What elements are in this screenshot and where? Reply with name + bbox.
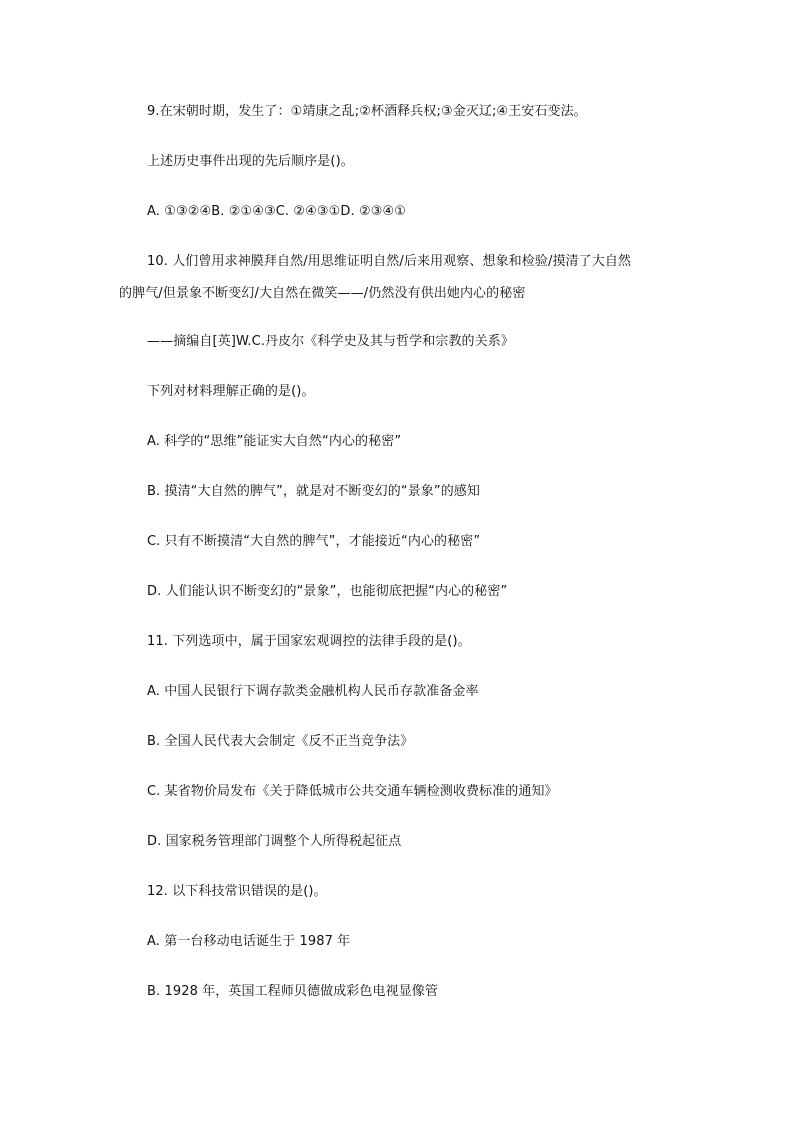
q10-option-d: D. 人们能认识不断变幻的“景象”，也能彻底把握“内心的秘密” bbox=[147, 584, 508, 599]
q12-option-b: B. 1928 年，英国工程师贝德做成彩色电视显像管 bbox=[147, 984, 438, 999]
q11-option-b: B. 全国人民代表大会制定《反不正当竞争法》 bbox=[147, 734, 414, 749]
q9-prompt: 上述历史事件出现的先后顺序是()。 bbox=[147, 154, 354, 169]
q11-option-a: A. 中国人民银行下调存款类金融机构人民币存款准备金率 bbox=[147, 684, 479, 699]
q10-stem-line2: 的脾气/但景象不断变幻/大自然在微笑——/仍然没有供出她内心的秘密 bbox=[119, 286, 526, 301]
q11-option-d: D. 国家税务管理部门调整个人所得税起征点 bbox=[147, 834, 402, 849]
q12-stem: 12. 以下科技常识错误的是()。 bbox=[147, 884, 327, 899]
q12-option-a: A. 第一台移动电话诞生于 1987 年 bbox=[147, 934, 351, 949]
q11-stem: 11. 下列选项中，属于国家宏观调控的法律手段的是()。 bbox=[147, 634, 471, 649]
q9-options: A. ①③②④B. ②①④③C. ②④③①D. ②③④① bbox=[147, 204, 406, 219]
q10-option-a: A. 科学的“思维”能证实大自然“内心的秘密” bbox=[147, 434, 402, 449]
q10-prompt: 下列对材料理解正确的是()。 bbox=[147, 384, 315, 399]
q9-stem: 9.在宋朝时期，发生了：①靖康之乱;②杯酒释兵权;③金灭辽;④王安石变法。 bbox=[147, 104, 587, 119]
q10-source: ——摘编自[英]W.C.丹皮尔《科学史及其与哲学和宗教的关系》 bbox=[147, 334, 514, 349]
q10-stem-line1: 10. 人们曾用求神膜拜自然/用思维证明自然/后来用观察、想象和检验/摸清了大自然 bbox=[147, 254, 632, 269]
q11-option-c: C. 某省物价局发布《关于降低城市公共交通车辆检测收费标准的通知》 bbox=[147, 784, 558, 799]
q10-option-b: B. 摸清“大自然的脾气”，就是对不断变幻的“景象”的感知 bbox=[147, 484, 481, 499]
q10-option-c: C. 只有不断摸清“大自然的脾气”，才能接近“内心的秘密” bbox=[147, 534, 481, 549]
